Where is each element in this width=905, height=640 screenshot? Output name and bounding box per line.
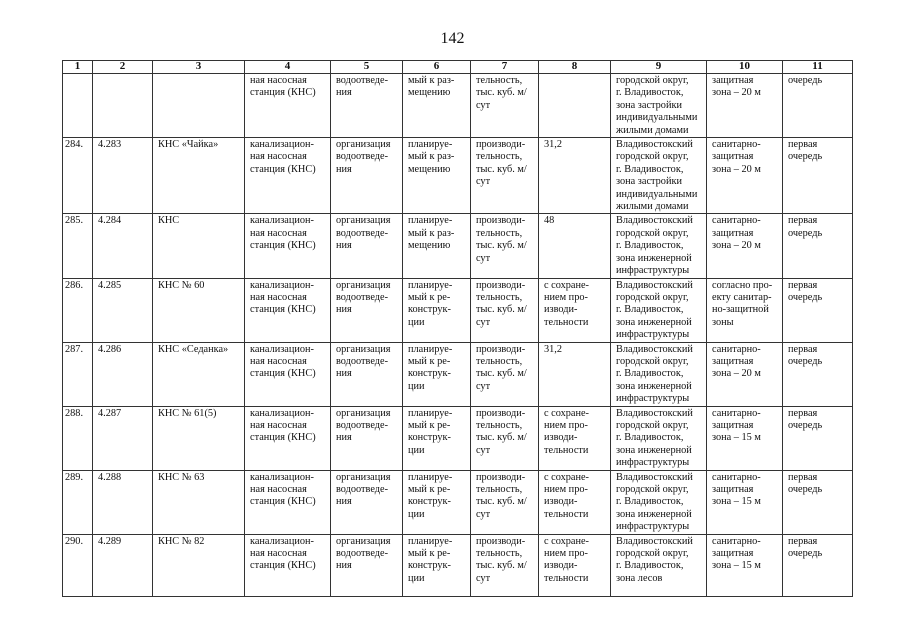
table-cell — [539, 74, 611, 138]
cell-text: первая очередь — [788, 343, 823, 367]
cell-text: планируе- мый к ре- конструк- ции — [408, 535, 453, 584]
table-cell — [471, 406, 539, 470]
table-cell — [93, 138, 153, 214]
cell-text: с сохране- нием про- изводи- тельности — [544, 535, 589, 584]
cell-text: согласно про- екту санитар- но-защитной зоны — [712, 279, 773, 328]
table-row — [63, 342, 853, 406]
cell-text: санитарно- защитная зона – 20 м — [712, 215, 761, 252]
cell-text: производи- тельность, тыс. куб. м/ сут — [476, 407, 527, 456]
cell-text: КНС — [158, 215, 180, 227]
table-cell — [403, 214, 471, 278]
table-cell — [63, 74, 93, 138]
cell-text: производи- тельность, тыс. куб. м/ сут — [476, 535, 527, 584]
table-cell — [471, 534, 539, 596]
cell-text: защитная зона – 20 м — [712, 75, 761, 99]
table-cell — [153, 470, 245, 534]
table-row — [63, 138, 853, 214]
table-cell — [783, 278, 853, 342]
column-header: 4 — [245, 61, 331, 74]
cell-text: производи- тельность, тыс. куб. м/ сут — [476, 215, 527, 264]
table-cell — [331, 406, 403, 470]
table-cell — [403, 278, 471, 342]
cell-text: организация водоотведе- ния — [336, 139, 391, 175]
table-cell — [93, 74, 153, 138]
cell-text: организация водоотведе- ния — [336, 407, 391, 444]
table-cell — [93, 214, 153, 278]
page-number: 142 — [440, 30, 465, 47]
cell-text: городской округ, г. Владивосток, зона застройки индивидуальными жилыми домами — [616, 75, 698, 136]
facilities-table — [62, 60, 853, 597]
cell-text: 4.285 — [98, 279, 122, 291]
table-cell — [93, 534, 153, 596]
table-row — [63, 214, 853, 278]
cell-text: КНС № 82 — [158, 535, 205, 547]
table-cell — [707, 214, 783, 278]
table-cell — [611, 470, 707, 534]
cell-text: санитарно- защитная зона – 15 м — [712, 535, 761, 572]
cell-text: Владивостокский городской округ, г. Владивосток, зона застройки индивидуальными жилыми домами — [616, 139, 698, 213]
cell-text: первая очередь — [788, 279, 823, 303]
table-cell — [63, 342, 93, 406]
cell-text: производи- тельность, тыс. куб. м/ сут — [476, 279, 527, 328]
cell-text: КНС «Седанка» — [158, 343, 229, 355]
cell-text: организация водоотведе- ния — [336, 343, 391, 380]
table-cell — [331, 342, 403, 406]
table-cell — [471, 138, 539, 214]
cell-text: организация водоотведе- ния — [336, 279, 391, 316]
cell-text: Владивостокский городской округ, г. Владивосток, зона инженерной инфраструктуры — [616, 407, 693, 469]
cell-text: ная насосная станция (КНС) — [250, 75, 316, 99]
table-cell — [611, 74, 707, 138]
column-header: 10 — [707, 61, 783, 74]
table-cell — [153, 74, 245, 138]
column-header: 2 — [93, 61, 153, 74]
column-header: 7 — [471, 61, 539, 74]
table-cell — [471, 214, 539, 278]
table-cell — [403, 74, 471, 138]
cell-text: с сохране- нием про- изводи- тельности — [544, 279, 589, 328]
cell-text: санитарно- защитная зона – 15 м — [712, 471, 761, 508]
cell-text: канализацион- ная насосная станция (КНС) — [250, 215, 316, 252]
cell-text: 4.289 — [98, 535, 122, 547]
cell-text: КНС № 63 — [158, 471, 205, 483]
table-cell — [471, 278, 539, 342]
cell-text: канализацион- ная насосная станция (КНС) — [250, 279, 316, 316]
table-cell — [331, 534, 403, 596]
cell-text: Владивостокский городской округ, г. Владивосток, зона инженерной инфраструктуры — [616, 279, 693, 341]
table-cell — [403, 470, 471, 534]
table-row — [63, 406, 853, 470]
table-cell — [611, 138, 707, 214]
table-cell — [63, 214, 93, 278]
table-cell — [611, 342, 707, 406]
cell-text: санитарно- защитная зона – 15 м — [712, 407, 761, 444]
table-cell — [331, 278, 403, 342]
table-cell — [539, 534, 611, 596]
table-cell — [331, 74, 403, 138]
cell-text: 4.283 — [98, 139, 122, 151]
cell-text: 289. — [65, 471, 84, 483]
table-row — [63, 470, 853, 534]
cell-text: 285. — [65, 215, 84, 227]
table-cell — [707, 74, 783, 138]
table-cell — [245, 534, 331, 596]
cell-text: 287. — [65, 343, 84, 355]
cell-text: первая очередь — [788, 471, 823, 495]
cell-text: КНС № 61(5) — [158, 407, 217, 419]
cell-text: планируе- мый к ре- конструк- ции — [408, 279, 453, 328]
cell-text: канализацион- ная насосная станция (КНС) — [250, 535, 316, 572]
table-row — [63, 534, 853, 596]
table-cell — [403, 534, 471, 596]
table-cell — [153, 138, 245, 214]
cell-text: с сохране- нием про- изводи- тельности — [544, 407, 589, 456]
table-cell — [539, 406, 611, 470]
cell-text: производи- тельность, тыс. куб. м/ сут — [476, 471, 527, 520]
table-cell — [611, 406, 707, 470]
table-cell — [611, 278, 707, 342]
table-cell — [245, 74, 331, 138]
table-cell — [245, 278, 331, 342]
table-cell — [783, 470, 853, 534]
table-cell — [783, 138, 853, 214]
cell-text: первая очередь — [788, 535, 823, 560]
cell-text: производи- тельность, тыс. куб. м/ сут — [476, 343, 527, 392]
cell-text: 4.287 — [98, 407, 122, 419]
table-cell — [707, 278, 783, 342]
cell-text: санитарно- защитная зона – 20 м — [712, 343, 761, 380]
table-cell — [707, 138, 783, 214]
table-cell — [93, 278, 153, 342]
cell-text: тельность, тыс. куб. м/ сут — [476, 75, 527, 111]
table-cell — [707, 406, 783, 470]
table-cell — [707, 534, 783, 596]
table-cell — [539, 138, 611, 214]
cell-text: первая очередь — [788, 407, 823, 431]
cell-text: 290. — [65, 535, 84, 547]
cell-text: Владивостокский городской округ, г. Владивосток, зона лесов — [616, 535, 693, 584]
table-cell — [153, 214, 245, 278]
cell-text: 4.286 — [98, 343, 122, 355]
table-cell — [153, 406, 245, 470]
cell-text: 284. — [65, 139, 84, 151]
table-cell — [611, 214, 707, 278]
cell-text: 4.288 — [98, 471, 122, 483]
header-row — [63, 61, 853, 74]
cell-text: Владивостокский городской округ, г. Владивосток, зона инженерной инфраструктуры — [616, 471, 693, 533]
table-cell — [331, 214, 403, 278]
table-cell — [63, 470, 93, 534]
cell-text: канализацион- ная насосная станция (КНС) — [250, 407, 316, 444]
cell-text: канализацион- ная насосная станция (КНС) — [250, 343, 316, 380]
cell-text: организация водоотведе- ния — [336, 215, 391, 252]
table-cell — [403, 406, 471, 470]
cell-text: 48 — [544, 215, 555, 227]
table-cell — [783, 342, 853, 406]
cell-text: КНС № 60 — [158, 279, 205, 291]
table-cell — [403, 342, 471, 406]
table-cell — [471, 470, 539, 534]
cell-text: 31,2 — [544, 343, 563, 355]
table-row — [63, 74, 853, 138]
table-cell — [93, 342, 153, 406]
column-header: 3 — [153, 61, 245, 74]
cell-text: санитарно- защитная зона – 20 м — [712, 139, 761, 175]
cell-text: планируе- мый к ре- конструк- ции — [408, 407, 453, 456]
cell-text: мый к раз- мещению — [408, 75, 455, 99]
cell-text: организация водоотведе- ния — [336, 471, 391, 508]
cell-text: 288. — [65, 407, 84, 419]
cell-text: первая очередь — [788, 215, 823, 239]
table-cell — [471, 342, 539, 406]
cell-text: планируе- мый к раз- мещению — [408, 215, 455, 252]
cell-text: первая очередь — [788, 139, 823, 163]
cell-text: Владивостокский городской округ, г. Владивосток, зона инженерной инфраструктуры — [616, 343, 693, 405]
table-cell — [153, 534, 245, 596]
table-cell — [245, 214, 331, 278]
table-cell — [783, 74, 853, 138]
cell-text: планируе- мый к ре- конструк- ции — [408, 343, 453, 392]
cell-text: канализацион- ная насосная станция (КНС) — [250, 139, 316, 175]
cell-text: Владивостокский городской округ, г. Владивосток, зона инженерной инфраструктуры — [616, 215, 693, 277]
table-cell — [331, 138, 403, 214]
cell-text: 286. — [65, 279, 84, 291]
cell-text: производи- тельность, тыс. куб. м/ сут — [476, 139, 527, 188]
table-cell — [783, 214, 853, 278]
column-header: 1 — [63, 61, 93, 74]
table-cell — [245, 342, 331, 406]
column-header: 6 — [403, 61, 471, 74]
table-cell — [539, 214, 611, 278]
table-cell — [707, 470, 783, 534]
column-header: 8 — [539, 61, 611, 74]
cell-text: КНС «Чайка» — [158, 139, 219, 151]
cell-text: канализацион- ная насосная станция (КНС) — [250, 471, 316, 508]
table-cell — [331, 470, 403, 534]
table-cell — [153, 342, 245, 406]
table-row — [63, 278, 853, 342]
table-cell — [93, 470, 153, 534]
table-cell — [63, 406, 93, 470]
table-cell — [403, 138, 471, 214]
table-cell — [63, 534, 93, 596]
table-body — [63, 74, 853, 597]
table-cell — [93, 406, 153, 470]
table-cell — [539, 278, 611, 342]
table-cell — [783, 406, 853, 470]
cell-text: 31,2 — [544, 139, 563, 151]
table-cell — [539, 470, 611, 534]
column-header: 5 — [331, 61, 403, 74]
column-header: 9 — [611, 61, 707, 74]
cell-text: очередь — [788, 75, 823, 86]
table-cell — [471, 74, 539, 138]
table-cell — [245, 138, 331, 214]
table-cell — [611, 534, 707, 596]
cell-text: водоотведе- ния — [336, 75, 389, 99]
table-cell — [539, 342, 611, 406]
cell-text: организация водоотведе- ния — [336, 535, 391, 572]
cell-text: планируе- мый к раз- мещению — [408, 139, 455, 175]
table-cell — [707, 342, 783, 406]
table-cell — [783, 534, 853, 596]
cell-text: с сохране- нием про- изводи- тельности — [544, 471, 589, 520]
cell-text: планируе- мый к ре- конструк- ции — [408, 471, 453, 520]
table-cell — [63, 278, 93, 342]
table-cell — [63, 138, 93, 214]
column-header: 11 — [783, 61, 853, 74]
cell-text: 4.284 — [98, 215, 122, 227]
table-cell — [245, 406, 331, 470]
table-cell — [153, 278, 245, 342]
table-cell — [245, 470, 331, 534]
